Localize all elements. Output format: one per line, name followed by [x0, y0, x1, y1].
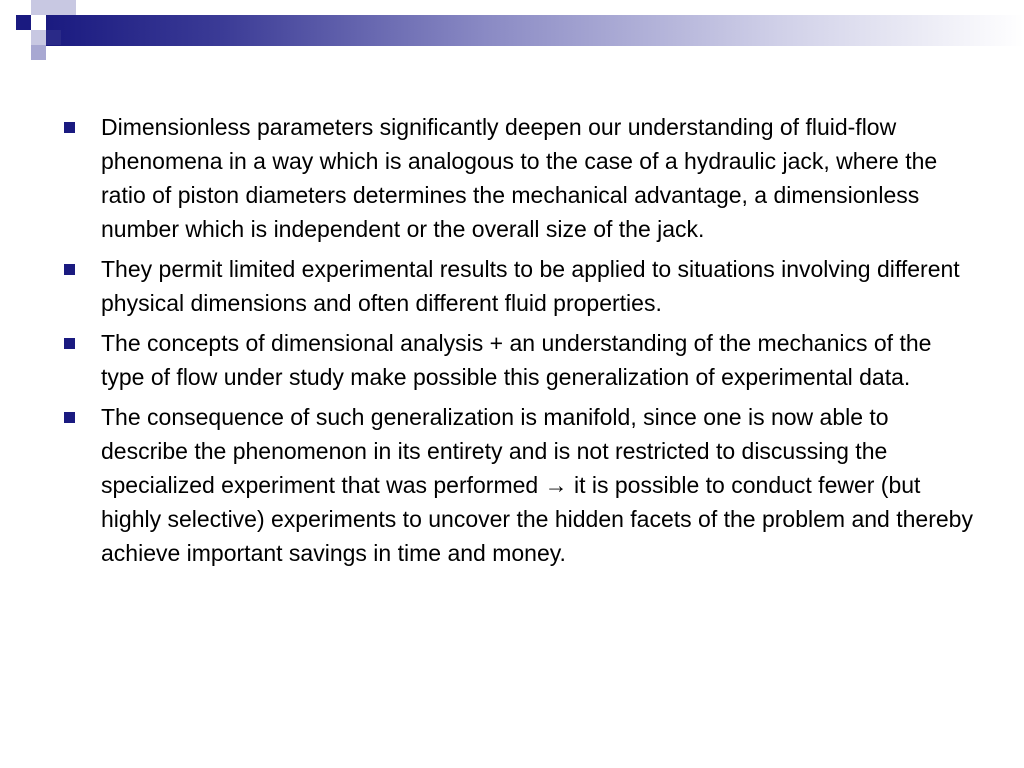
decorative-square [16, 30, 31, 45]
square-bullet-icon [64, 412, 75, 423]
decorative-square [46, 0, 61, 15]
decorative-square [46, 30, 61, 45]
square-bullet-icon [64, 338, 75, 349]
bullet-item [60, 110, 980, 246]
square-bullet-icon [64, 264, 75, 275]
header-decoration [0, 0, 1024, 64]
bullet-text: They permit limited experimental results to be applied to situations involving different physical dimensions and often different fluid properties. [101, 256, 960, 316]
bullet-item [60, 252, 980, 320]
decorative-square [31, 15, 46, 30]
decorative-square [31, 0, 46, 15]
square-bullet-icon [64, 122, 75, 133]
bullet-text: The concepts of dimensional analysis + an understanding of the mechanics of the type of flow under study make possible this generalization of experimental data. [101, 330, 932, 390]
decorative-square [61, 0, 76, 15]
header-gradient-bar [46, 15, 1024, 46]
decorative-square [16, 15, 31, 30]
bullet-text: The consequence of such generalization is manifold, since one is now able to describe the phenomenon in its entirety and is not restricted to discussing the specialized experiment that was performed → it is possible to conduct fewer (but highly selective) experiments to uncover the hidden facets of the problem and thereby achieve important savings in time and money. [101, 404, 973, 566]
slide-content [60, 110, 980, 576]
bullet-text: Dimensionless parameters significantly deepen our understanding of fluid-flow phenomena in a way which is analogous to the case of a hydraulic jack, where the ratio of piston diameters determines the mechanical advantage, a dimensionless number which is independent or the overall size of the jack. [101, 114, 938, 242]
bullet-list [60, 110, 980, 570]
bullet-item [60, 400, 980, 570]
decorative-square [31, 30, 46, 45]
bullet-item [60, 326, 980, 394]
decorative-square [31, 45, 46, 60]
